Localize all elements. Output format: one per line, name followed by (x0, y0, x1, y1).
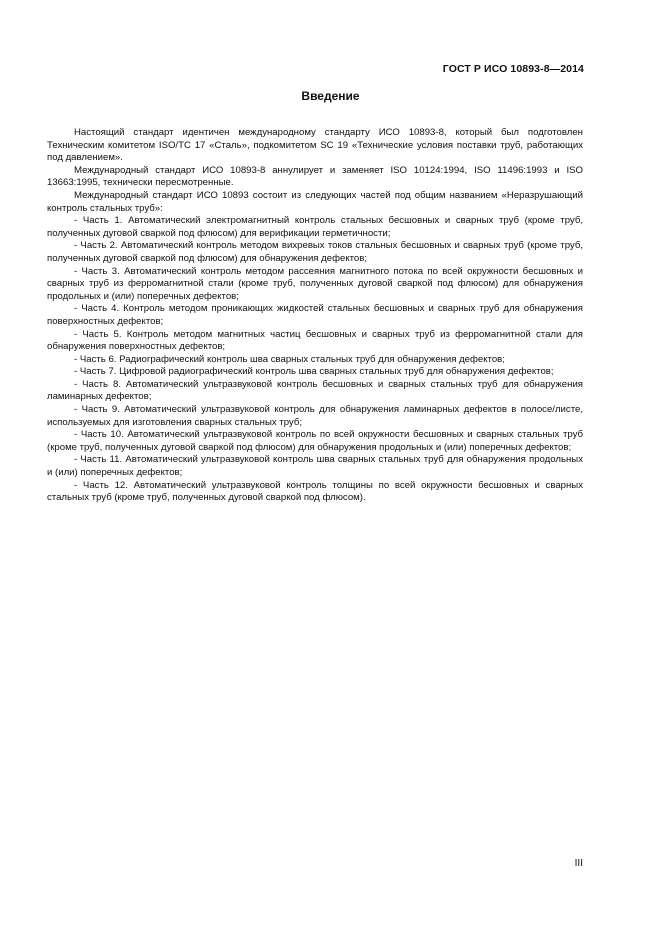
document-body (47, 127, 583, 505)
paragraph-replaces: Международный стандарт ИСО 10893-8 аннулирует и заменяет ISO 10124:1994, ISO 11496:1993 и ISO 13663:1995, технически пересмотренные. (47, 164, 583, 189)
list-item-part-1: - Часть 1. Автоматический электромагнитный контроль стальных бесшовных и сварных труб (кроме труб, полученных дуговой сваркой под флюсом) для верификации герметичности; (47, 215, 583, 239)
list-item-part-9: - Часть 9. Автоматический ультразвуковой контроль для обнаружения ламинарных дефектов в полосе/листе, используемых для изготовления сварных стальных труб; (47, 404, 583, 428)
list-item-part-12: - Часть 12. Автоматический ультразвуковой контроль толщины по всей окружности бесшовных и сварных стальных труб (кроме труб, полученных дуговой сваркой под флюсом). (47, 479, 583, 504)
list-item-part-10: - Часть 10. Автоматический ультразвуковой контроль по всей окружности бесшовных и сварных стальных труб (кроме труб, полученных дуговой сваркой под флюсом) для обнаружения продольных и (или) поперечных дефектов; (47, 429, 583, 453)
standard-code: ГОСТ Р ИСО 10893-8—2014 (442, 63, 584, 75)
list-item-part-5: - Часть 5. Контроль методом магнитных частиц бесшовных и сварных труб из ферромагнитной стали для обнаружения поверхностных дефектов; (47, 328, 583, 353)
list-item-part-4: - Часть 4. Контроль методом проникающих жидкостей стальных бесшовных и сварных труб для обнаружения поверхностных дефектов; (47, 303, 583, 327)
list-item-part-6: - Часть 6. Радиографический контроль шва сварных стальных труб для обнаружения дефектов; (74, 353, 505, 365)
list-item-part-8: - Часть 8. Автоматический ультразвуковой контроль бесшовных и сварных стальных труб для обнаружения ламинарных дефектов; (47, 378, 583, 403)
list-item-part-11: - Часть 11. Автоматический ультразвуковой контроль шва сварных стальных труб для обнаружения продольных и (или) поперечных дефектов; (47, 454, 583, 479)
list-item-part-3: - Часть 3. Автоматический контроль методом рассеяния магнитного потока по всей окружности бесшовных и сварных труб из ферромагнитной стали (кроме труб, полученных дуговой сваркой под флюсом) для обнаружения продольных и (или) поперечных дефектов; (47, 265, 583, 302)
list-item-part-7: - Часть 7. Цифровой радиографический контроль шва сварных стальных труб для обнаружения дефектов; (74, 366, 554, 378)
page-number: III (574, 858, 583, 869)
page-title: Введение (301, 89, 360, 103)
paragraph-intro: Настоящий стандарт идентичен международному стандарту ИСО 10893-8, который был подготовлен Техническим комитетом ISO/TC 17 «Сталь», подкомитетом SC 19 «Технические условия поставки труб, работающих под давлением». (47, 127, 583, 164)
list-item-part-2: - Часть 2. Автоматический контроль методом вихревых токов стальных бесшовных и сварных труб (кроме труб, полученных дуговой сваркой под флюсом) для обнаружения дефектов; (47, 240, 583, 264)
paragraph-parts-intro: Международный стандарт ИСО 10893 состоит из следующих частей под общим названием «Неразрушающий контроль стальных труб»: (47, 189, 583, 214)
